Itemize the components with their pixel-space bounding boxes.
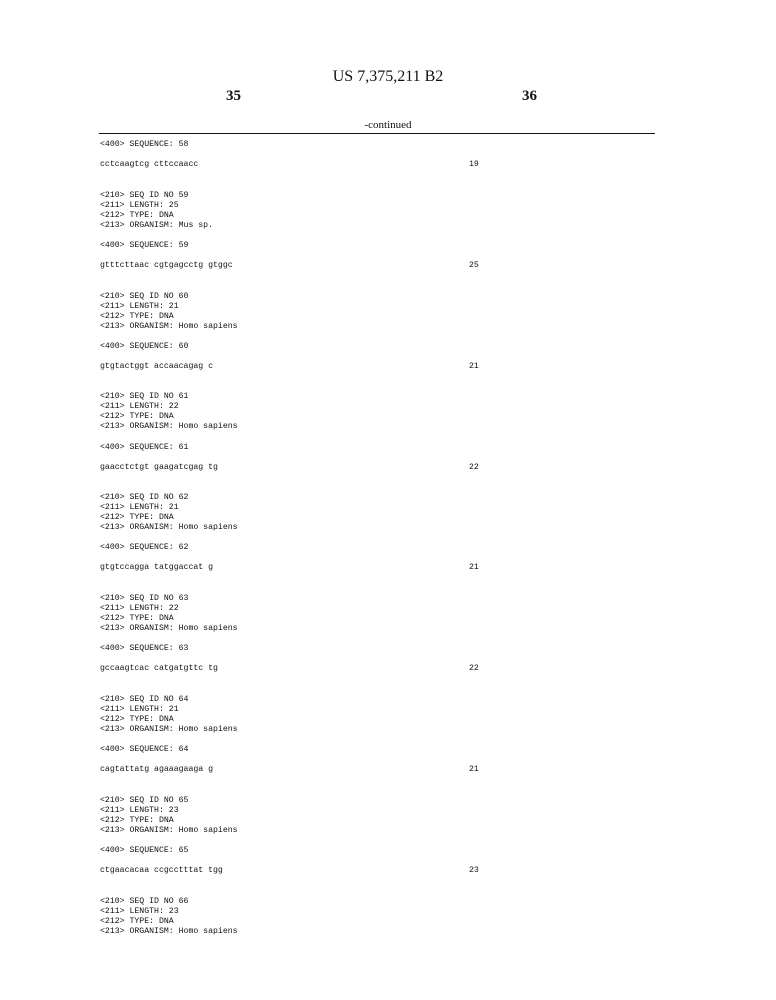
length-line-62: <211> LENGTH: 21 xyxy=(100,503,179,512)
length-line-65: <211> LENGTH: 23 xyxy=(100,806,179,815)
sequence-header-59: <400> SEQUENCE: 59 xyxy=(100,241,189,250)
sequence-58: cctcaagtcg cttccaacc xyxy=(100,160,199,169)
continued-label: -continued xyxy=(364,119,412,131)
sequence-length-63: 22 xyxy=(469,664,479,673)
length-line-60: <211> LENGTH: 21 xyxy=(100,302,179,311)
type-line-65: <212> TYPE: DNA xyxy=(100,816,174,825)
header-rule xyxy=(99,133,655,134)
sequence-60: gtgtactggt accaacagag c xyxy=(100,362,214,371)
sequence-62: gtgtccagga tatggaccat g xyxy=(100,563,214,572)
sequence-header-60: <400> SEQUENCE: 60 xyxy=(100,342,189,351)
type-line-59: <212> TYPE: DNA xyxy=(100,211,174,220)
seq-id-63: <210> SEQ ID NO 63 xyxy=(100,594,189,603)
seq-id-66: <210> SEQ ID NO 66 xyxy=(100,897,189,906)
length-line-64: <211> LENGTH: 21 xyxy=(100,705,179,714)
type-line-64: <212> TYPE: DNA xyxy=(100,715,174,724)
sequence-59: gtttcttaac cgtgagcctg gtggc xyxy=(100,261,233,270)
sequence-length-60: 21 xyxy=(469,362,479,371)
organism-line-62: <213> ORGANISM: Homo sapiens xyxy=(100,523,238,532)
sequence-63: gccaagtcac catgatgttc tg xyxy=(100,664,218,673)
seq-id-64: <210> SEQ ID NO 64 xyxy=(100,695,189,704)
sequence-length-59: 25 xyxy=(469,261,479,270)
seq-id-65: <210> SEQ ID NO 65 xyxy=(100,796,189,805)
page-number-right: 36 xyxy=(522,88,537,104)
sequence-header-61: <400> SEQUENCE: 61 xyxy=(100,443,189,452)
organism-line-59: <213> ORGANISM: Mus sp. xyxy=(100,221,214,230)
type-line-61: <212> TYPE: DNA xyxy=(100,412,174,421)
organism-line-61: <213> ORGANISM: Homo sapiens xyxy=(100,422,238,431)
organism-line-65: <213> ORGANISM: Homo sapiens xyxy=(100,826,238,835)
type-line-62: <212> TYPE: DNA xyxy=(100,513,174,522)
length-line-61: <211> LENGTH: 22 xyxy=(100,402,179,411)
seq-id-61: <210> SEQ ID NO 61 xyxy=(100,392,189,401)
length-line-59: <211> LENGTH: 25 xyxy=(100,201,179,210)
organism-line-60: <213> ORGANISM: Homo sapiens xyxy=(100,322,238,331)
seq-id-59: <210> SEQ ID NO 59 xyxy=(100,191,189,200)
sequence-length-62: 21 xyxy=(469,563,479,572)
sequence-length-58: 19 xyxy=(469,160,479,169)
type-line-63: <212> TYPE: DNA xyxy=(100,614,174,623)
sequence-length-64: 21 xyxy=(469,765,479,774)
sequence-header-62: <400> SEQUENCE: 62 xyxy=(100,543,189,552)
sequence-header-63: <400> SEQUENCE: 63 xyxy=(100,644,189,653)
sequence-65: ctgaacacaa ccgcctttat tgg xyxy=(100,866,223,875)
organism-line-66: <213> ORGANISM: Homo sapiens xyxy=(100,927,238,936)
sequence-header-64: <400> SEQUENCE: 64 xyxy=(100,745,189,754)
patent-number: US 7,375,211 B2 xyxy=(332,68,444,85)
organism-line-64: <213> ORGANISM: Homo sapiens xyxy=(100,725,238,734)
type-line-60: <212> TYPE: DNA xyxy=(100,312,174,321)
sequence-header-58: <400> SEQUENCE: 58 xyxy=(100,140,189,149)
sequence-64: cagtattatg agaaagaaga g xyxy=(100,765,214,774)
length-line-63: <211> LENGTH: 22 xyxy=(100,604,179,613)
sequence-header-65: <400> SEQUENCE: 65 xyxy=(100,846,189,855)
type-line-66: <212> TYPE: DNA xyxy=(100,917,174,926)
seq-id-60: <210> SEQ ID NO 60 xyxy=(100,292,189,301)
length-line-66: <211> LENGTH: 23 xyxy=(100,907,179,916)
sequence-length-65: 23 xyxy=(469,866,479,875)
sequence-61: gaacctctgt gaagatcgag tg xyxy=(100,463,218,472)
seq-id-62: <210> SEQ ID NO 62 xyxy=(100,493,189,502)
sequence-length-61: 22 xyxy=(469,463,479,472)
organism-line-63: <213> ORGANISM: Homo sapiens xyxy=(100,624,238,633)
page-number-left: 35 xyxy=(226,88,241,104)
